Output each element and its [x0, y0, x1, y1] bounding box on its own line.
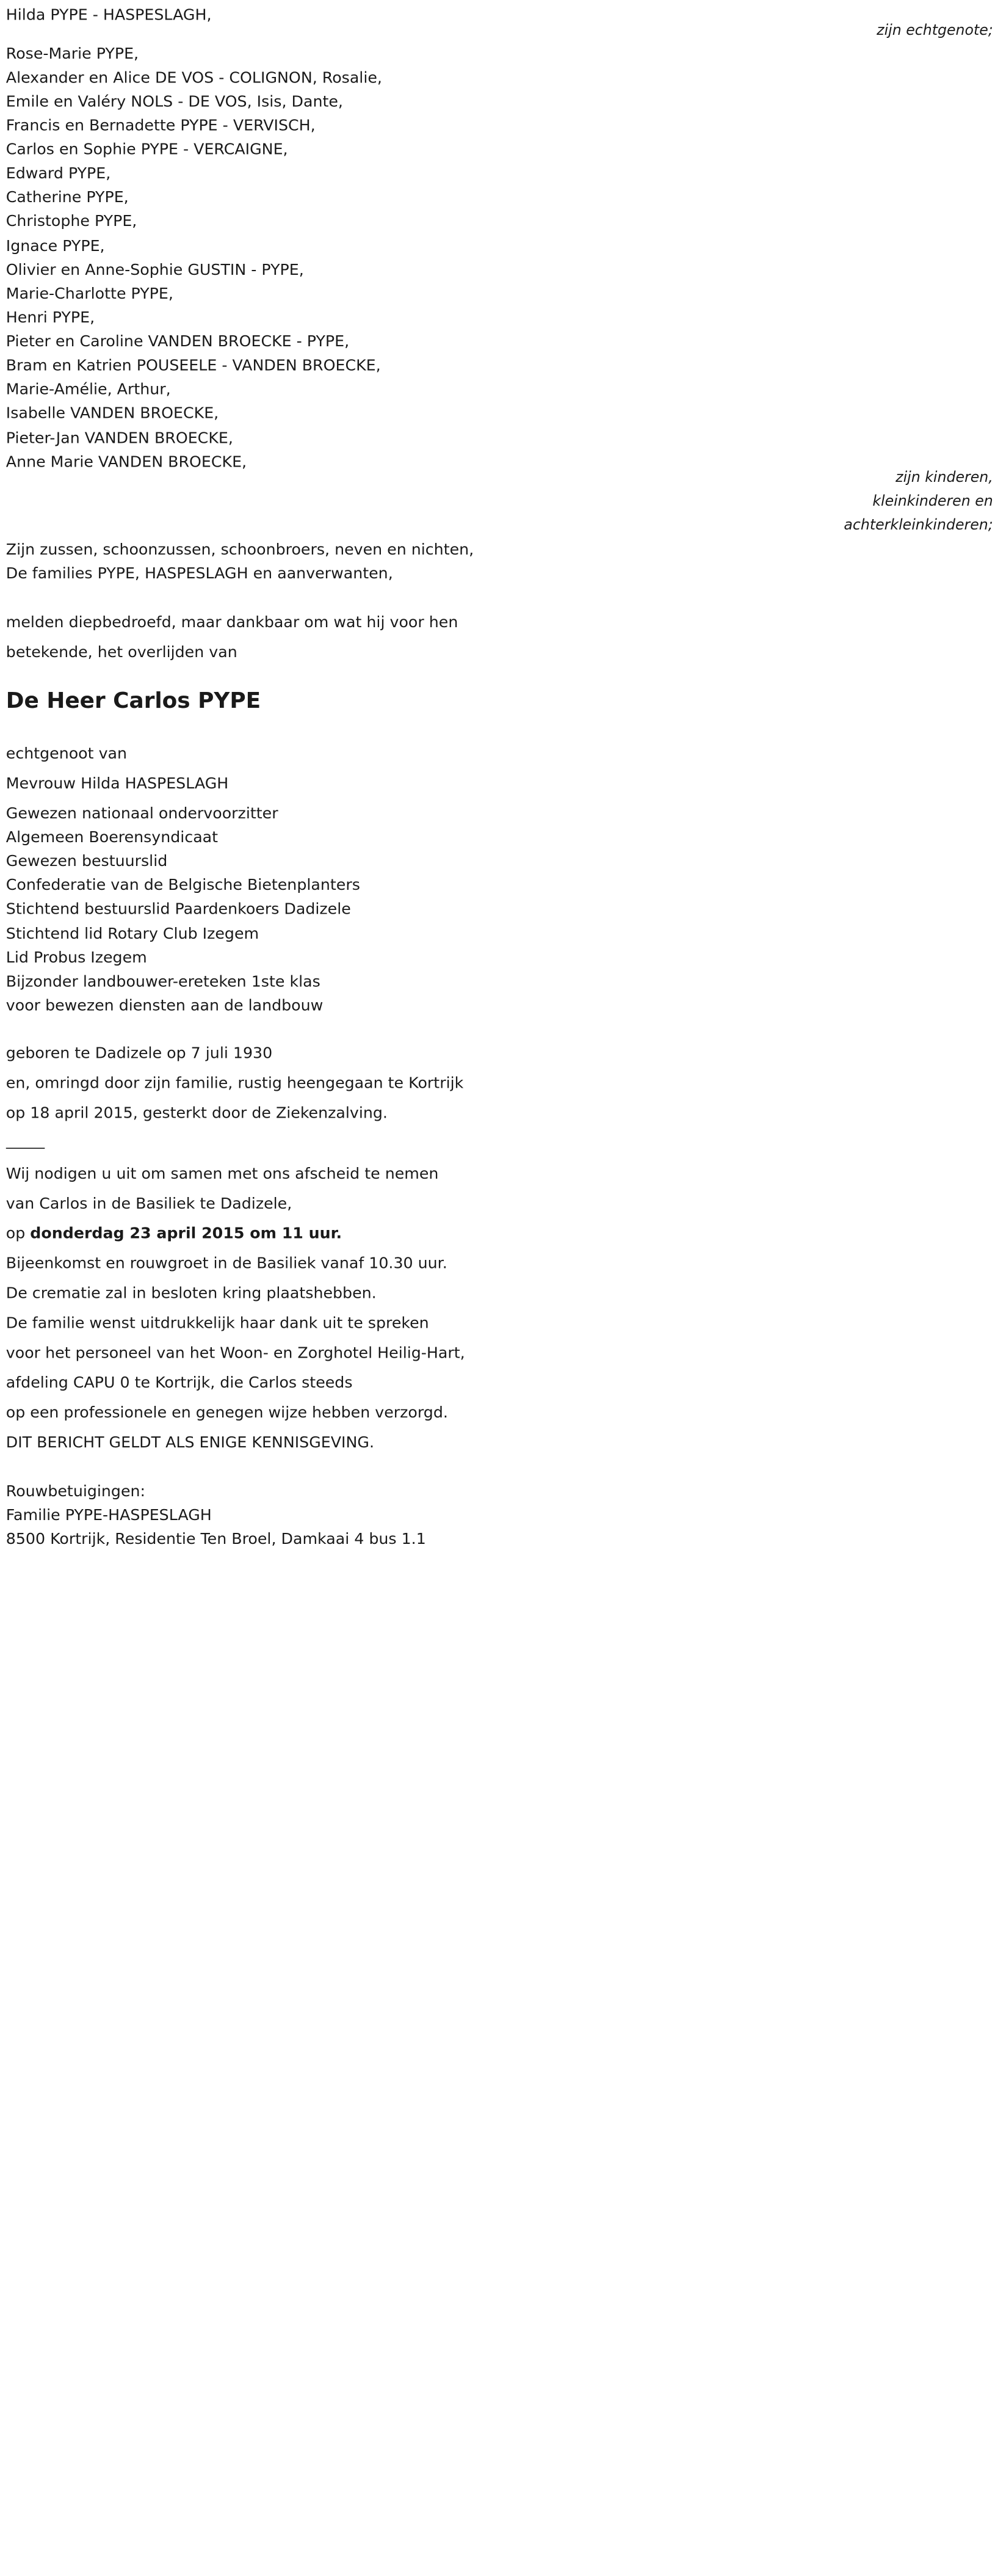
children-role: achterkleinkinderen;	[844, 517, 993, 534]
spouse-role: zijn echtgenote;	[877, 23, 993, 39]
child-line: Emile en Valéry NOLS - DE VOS, Isis, Dante,	[5, 92, 343, 111]
children-role: kleinkinderen en	[872, 493, 993, 510]
child-line: Henri PYPE,	[5, 308, 95, 327]
function-line: Stichtend bestuurslid Paardenkoers Dadizele	[5, 900, 351, 918]
condolences-address: 8500 Kortrijk, Residentie Ten Broel, Damkaai 4 bus 1.1	[5, 1530, 426, 1548]
announce-line: melden diepbedroefd, maar dankbaar om wat hij voor hen	[5, 613, 458, 631]
child-line: Ignace PYPE,	[5, 236, 105, 255]
children-role: zijn kinderen,	[896, 470, 993, 486]
function-line: Stichtend lid Rotary Club Izegem	[5, 925, 259, 943]
notice-line: DIT BERICHT GELDT ALS ENIGE KENNISGEVING.	[5, 1433, 375, 1452]
invite-line: van Carlos in de Basiliek te Dadizele,	[5, 1195, 292, 1213]
function-line: Lid Probus Izegem	[5, 948, 147, 967]
child-line: Christophe PYPE,	[5, 212, 137, 230]
child-line: Catherine PYPE,	[5, 188, 129, 206]
relatives-line: De families PYPE, HASPESLAGH en aanverwanten,	[5, 564, 393, 583]
info-line: De familie wenst uitdrukkelijk haar dank uit te spreken	[5, 1314, 429, 1332]
condolences-family: Familie PYPE-HASPESLAGH	[5, 1506, 212, 1524]
child-line: Marie-Charlotte PYPE,	[5, 285, 173, 303]
child-line: Olivier en Anne-Sophie GUSTIN - PYPE,	[5, 261, 304, 279]
separator-line	[6, 1148, 45, 1149]
function-line: Bijzonder landbouwer-ereteken 1ste klas	[5, 972, 320, 991]
function-line: Gewezen bestuurslid	[5, 852, 168, 870]
ceremony-date-line	[6, 1226, 342, 1242]
date-prefix: op	[5, 1224, 31, 1243]
announce-line: betekende, het overlijden van	[5, 642, 237, 661]
child-line: Isabelle VANDEN BROECKE,	[5, 404, 219, 423]
child-line: Marie-Amélie, Arthur,	[5, 380, 171, 398]
child-line: Edward PYPE,	[5, 164, 111, 183]
info-line: De crematie zal in besloten kring plaatshebben.	[5, 1284, 377, 1303]
child-line: Francis en Bernadette PYPE - VERVISCH,	[5, 116, 316, 135]
spouse-name: Hilda PYPE - HASPESLAGH,	[5, 5, 212, 24]
function-line: Confederatie van de Belgische Bietenplanters	[5, 876, 360, 894]
function-line: voor bewezen diensten aan de landbouw	[5, 996, 324, 1014]
spouse-of-label: echtgenoot van	[5, 744, 128, 763]
child-line: Anne Marie VANDEN BROECKE,	[5, 453, 247, 471]
child-line: Bram en Katrien POUSEELE - VANDEN BROECKE,	[5, 356, 381, 374]
relatives-line: Zijn zussen, schoonzussen, schoonbroers, neven en nichten,	[5, 540, 474, 559]
child-line: Rose-Marie PYPE,	[5, 45, 139, 63]
ceremony-date: donderdag 23 april 2015 om 11 uur.	[30, 1224, 342, 1243]
child-line: Pieter-Jan VANDEN BROECKE,	[5, 429, 233, 447]
function-line: Gewezen nationaal ondervoorzitter	[5, 804, 278, 823]
info-line: afdeling CAPU 0 te Kortrijk, die Carlos steeds	[5, 1374, 353, 1392]
condolences-label: Rouwbetuigingen:	[5, 1482, 146, 1501]
passing-line: op 18 april 2015, gesterkt door de Ziekenzalving.	[5, 1104, 388, 1122]
birth-line: geboren te Dadizele op 7 juli 1930	[5, 1044, 273, 1063]
child-line: Alexander en Alice DE VOS - COLIGNON, Rosalie,	[5, 68, 382, 87]
child-line: Pieter en Caroline VANDEN BROECKE - PYPE,	[5, 332, 350, 351]
invite-line: Wij nodigen u uit om samen met ons afscheid te nemen	[5, 1165, 439, 1183]
child-line: Carlos en Sophie PYPE - VERCAIGNE,	[5, 140, 288, 159]
info-line: op een professionele en genegen wijze hebben verzorgd.	[5, 1403, 448, 1422]
spouse-of-name: Mevrouw Hilda HASPESLAGH	[5, 774, 229, 793]
deceased-name: De Heer Carlos PYPE	[5, 688, 261, 714]
function-line: Algemeen Boerensyndicaat	[5, 828, 219, 846]
passing-line: en, omringd door zijn familie, rustig heengegaan te Kortrijk	[5, 1074, 464, 1093]
info-line: voor het personeel van het Woon- en Zorghotel Heilig-Hart,	[5, 1344, 465, 1362]
info-line: Bijeenkomst en rouwgroet in de Basiliek vanaf 10.30 uur.	[5, 1254, 447, 1273]
